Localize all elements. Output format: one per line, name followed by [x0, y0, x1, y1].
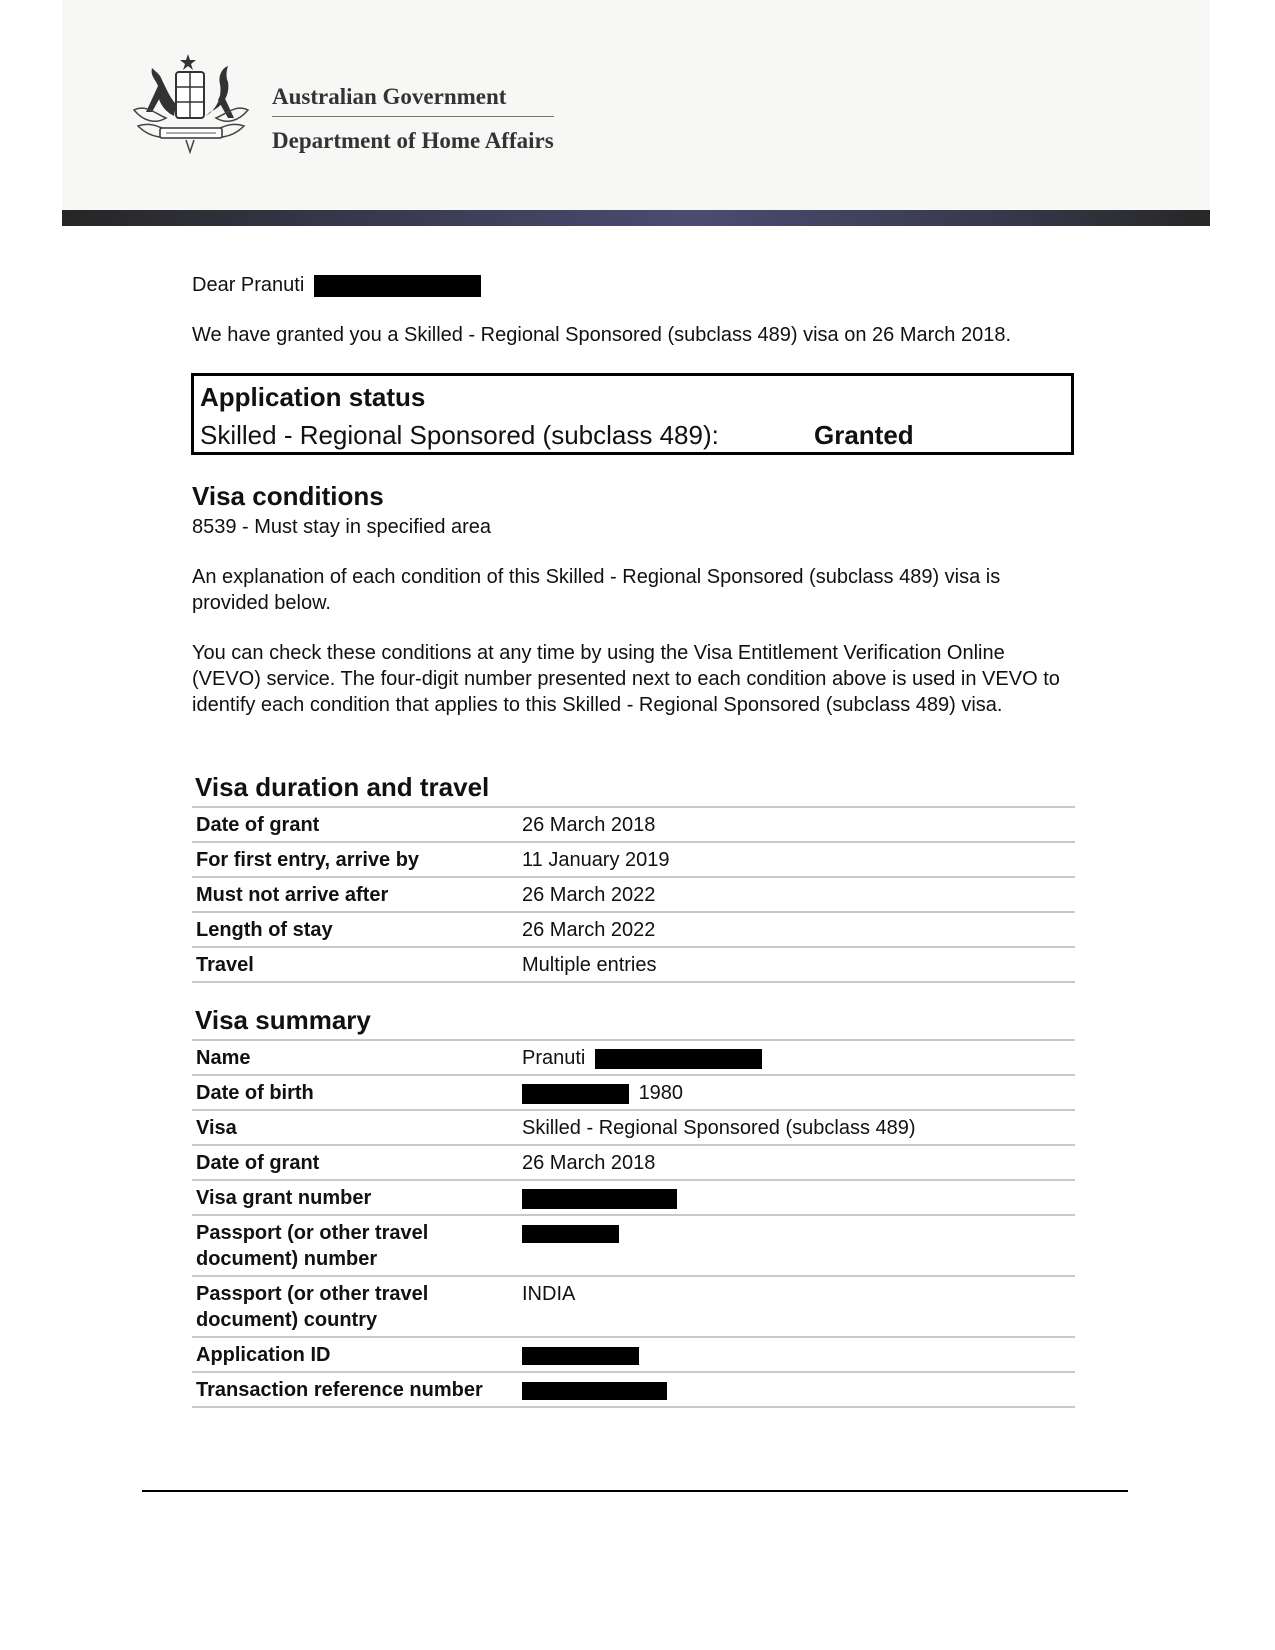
row-value: Multiple entries — [518, 947, 1075, 982]
row-value — [518, 1337, 1075, 1372]
row-label: Date of grant — [192, 1145, 518, 1180]
redaction-block — [314, 275, 481, 297]
vevo-paragraph: You can check these conditions at any time by using the Visa Entitlement Verification Online (VEVO) service. The four-digit number presented next to each condition above is used in VEVO to identify each condition that applies to this Skilled - Regional Sponsored (subclass 489) visa. — [192, 642, 1060, 716]
table-row — [192, 1276, 1075, 1337]
condition-item: 8539 - Must stay in specified area — [192, 516, 492, 538]
conditions-heading: Visa conditions — [192, 481, 384, 511]
conditions-explanation: An explanation of each condition of this Skilled - Regional Sponsored (subclass 489) visa is provided below. — [192, 566, 1001, 614]
redaction-block — [522, 1347, 639, 1365]
application-status-box — [191, 373, 1074, 455]
row-value: 26 March 2022 — [518, 877, 1075, 912]
redaction-block — [522, 1189, 677, 1209]
row-value: 26 March 2022 — [518, 912, 1075, 947]
table-row — [192, 1180, 1075, 1215]
duration-heading: Visa duration and travel — [195, 772, 490, 802]
redaction-block — [595, 1049, 762, 1069]
table-row — [192, 1040, 1075, 1075]
table-row — [192, 1215, 1075, 1276]
table-row — [192, 1075, 1075, 1110]
row-label: Visa — [192, 1110, 518, 1145]
status-badge: Granted — [814, 420, 914, 450]
header-bar — [62, 210, 1210, 226]
gov-title: Australian Government — [272, 84, 507, 109]
row-label: Name — [192, 1040, 518, 1075]
status-title: Application status — [200, 382, 426, 412]
row-label: Length of stay — [192, 912, 518, 947]
row-label: Passport (or other travel document) country — [192, 1276, 518, 1337]
table-row — [192, 1145, 1075, 1180]
row-label: Must not arrive after — [192, 877, 518, 912]
redaction-block — [522, 1382, 667, 1400]
row-label: Date of birth — [192, 1075, 518, 1110]
row-value — [518, 1075, 1075, 1110]
table-row — [192, 1337, 1075, 1372]
coat-of-arms-icon — [126, 52, 256, 156]
row-label: Visa grant number — [192, 1180, 518, 1215]
row-value — [518, 1372, 1075, 1407]
summary-heading: Visa summary — [195, 1005, 371, 1035]
name-value: Pranuti — [522, 1047, 586, 1069]
table-row — [192, 912, 1075, 947]
status-visa-label: Skilled - Regional Sponsored (subclass 489): — [200, 420, 719, 450]
header-divider — [272, 116, 554, 117]
row-value: 26 March 2018 — [518, 1145, 1075, 1180]
row-label: Date of grant — [192, 807, 518, 842]
table-row — [192, 1372, 1075, 1407]
footer-divider — [142, 1490, 1128, 1492]
table-row — [192, 807, 1075, 842]
birth-year-value: 1980 — [638, 1082, 684, 1104]
table-row — [192, 1110, 1075, 1145]
greeting — [192, 272, 481, 298]
row-value: 26 March 2018 — [518, 807, 1075, 842]
dept-title: Department of Home Affairs — [272, 128, 554, 153]
table-row — [192, 947, 1075, 982]
row-value — [518, 1215, 1075, 1276]
greeting-text: Dear Pranuti — [192, 274, 305, 296]
row-value: INDIA — [518, 1276, 1075, 1337]
row-value — [518, 1040, 1075, 1075]
row-label: Application ID — [192, 1337, 518, 1372]
row-label: For first entry, arrive by — [192, 842, 518, 877]
row-value: Skilled - Regional Sponsored (subclass 489) — [518, 1110, 1075, 1145]
row-label: Passport (or other travel document) number — [192, 1215, 518, 1276]
table-row — [192, 877, 1075, 912]
redaction-block — [522, 1225, 619, 1243]
row-label: Transaction reference number — [192, 1372, 518, 1407]
grant-sentence: We have granted you a Skilled - Regional Sponsored (subclass 489) visa on 26 March 2018. — [192, 324, 1011, 346]
row-value — [518, 1180, 1075, 1215]
summary-table — [192, 1039, 1075, 1408]
row-value: 11 January 2019 — [518, 842, 1075, 877]
row-label: Travel — [192, 947, 518, 982]
redaction-block — [522, 1084, 629, 1104]
duration-table — [192, 806, 1075, 983]
table-row — [192, 842, 1075, 877]
